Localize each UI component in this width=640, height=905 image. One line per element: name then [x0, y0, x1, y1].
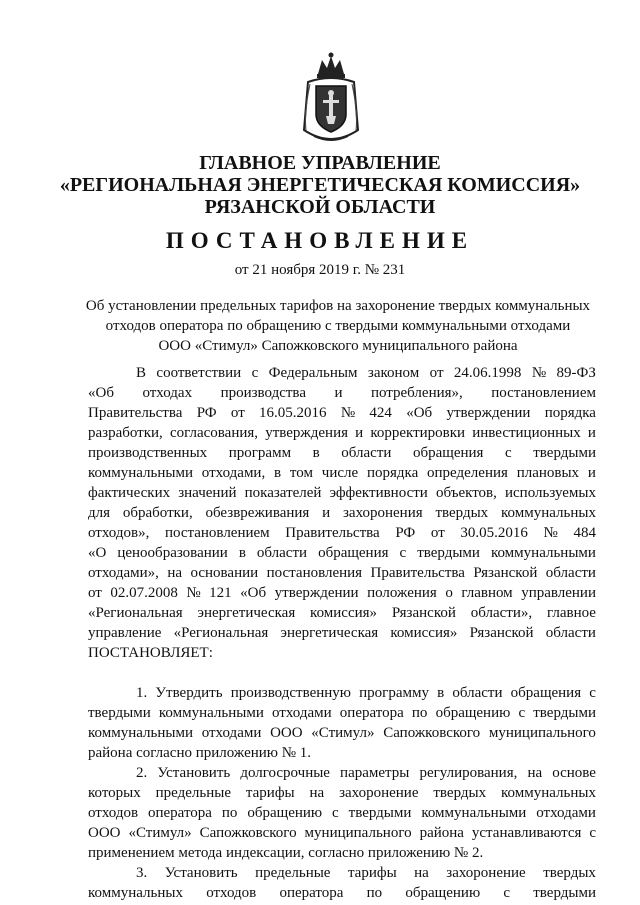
- text-line: 2. Установить долгосрочные параметры регулирования, на основе: [136, 765, 596, 781]
- text-line: коммунальных отходов оператора по обращению с твердыми: [88, 885, 596, 901]
- subject-line: ООО «Стимул» Сапожковского муниципального района: [158, 338, 518, 354]
- text-line: разработки, согласования, утверждения и корректировки инвестиционных и: [88, 425, 596, 441]
- document-subject: [80, 296, 596, 356]
- item-2-paragraph: [88, 763, 596, 863]
- text-line: коммунальными отходами, в том числе порядка определения плановых и: [88, 465, 596, 481]
- text-line: 3. Установить предельные тарифы на захоронение твердых: [136, 865, 596, 881]
- text-line: 1. Утвердить производственную программу в области обращения с: [136, 685, 596, 701]
- document-type-title: ПОСТАНОВЛЕНИЕ: [165, 228, 475, 253]
- text-line: «Региональная энергетическая комиссия» Рязанской области», главное: [88, 605, 596, 621]
- text-line: района согласно приложению № 1.: [88, 745, 312, 761]
- text-line: твердыми коммунальными отходами оператора по обращению с твердыми: [88, 705, 596, 721]
- text-line: отходов», постановлением Правительства РФ от 30.05.2016 № 484: [88, 525, 596, 541]
- text-line: ООО «Стимул» Сапожковского муниципального района устанавливаются с: [88, 825, 596, 841]
- subject-line: Об установлении предельных тарифов на захоронение твердых коммунальных: [85, 298, 591, 314]
- subject-line: отходов оператора по обращению с твердыми коммунальными отходами: [105, 318, 571, 334]
- text-line: В соответствии с Федеральным законом от 24.06.1998 № 89-ФЗ: [136, 365, 596, 381]
- text-line: от 02.07.2008 № 121 «Об утверждении положения о главном управлении: [88, 585, 596, 601]
- org-name-line-3: РЯЗАНСКОЙ ОБЛАСТИ: [204, 196, 436, 218]
- text-line: для обработки, обезвреживания и захоронения твердых коммунальных: [88, 505, 596, 521]
- document-body: [88, 363, 596, 903]
- text-line: применением метода индексации, согласно приложению № 2.: [88, 845, 484, 861]
- text-line: которых предельные тарифы на захоронение твердых коммунальных: [88, 785, 596, 801]
- text-line: отходов оператора по обращению с твердыми коммунальными отходами: [88, 805, 596, 821]
- item-1-paragraph: [88, 683, 596, 763]
- text-line: производственных программ в области обращения с твердыми: [88, 445, 596, 461]
- item-3-paragraph: [88, 863, 596, 903]
- text-line: фактических значений показателей эффективности объектов, используемых: [88, 485, 596, 501]
- text-line: «Об отходах производства и потребления», постановлением: [88, 385, 596, 401]
- coat-of-arms-icon: [296, 52, 366, 152]
- text-line: коммунальными отходами ООО «Стимул» Сапожковского муниципального: [88, 725, 596, 741]
- org-name-line-2: «РЕГИОНАЛЬНАЯ ЭНЕРГЕТИЧЕСКАЯ КОМИССИЯ»: [59, 174, 581, 196]
- text-line: «О ценообразовании в области обращения с твердыми коммунальными: [88, 545, 596, 561]
- preamble-paragraph: [88, 363, 596, 663]
- org-name-line-1: ГЛАВНОЕ УПРАВЛЕНИЕ: [199, 152, 441, 174]
- text-line: отходами», на основании постановления Правительства Рязанской области: [88, 565, 596, 581]
- text-line: ПОСТАНОВЛЯЕТ:: [88, 645, 213, 661]
- text-line: Правительства РФ от 16.05.2016 № 424 «Об утверждении порядка: [88, 405, 596, 421]
- text-line: управление «Региональная энергетическая комиссия» Рязанской области: [88, 625, 596, 641]
- document-date-number: от 21 ноября 2019 г. № 231: [234, 262, 406, 278]
